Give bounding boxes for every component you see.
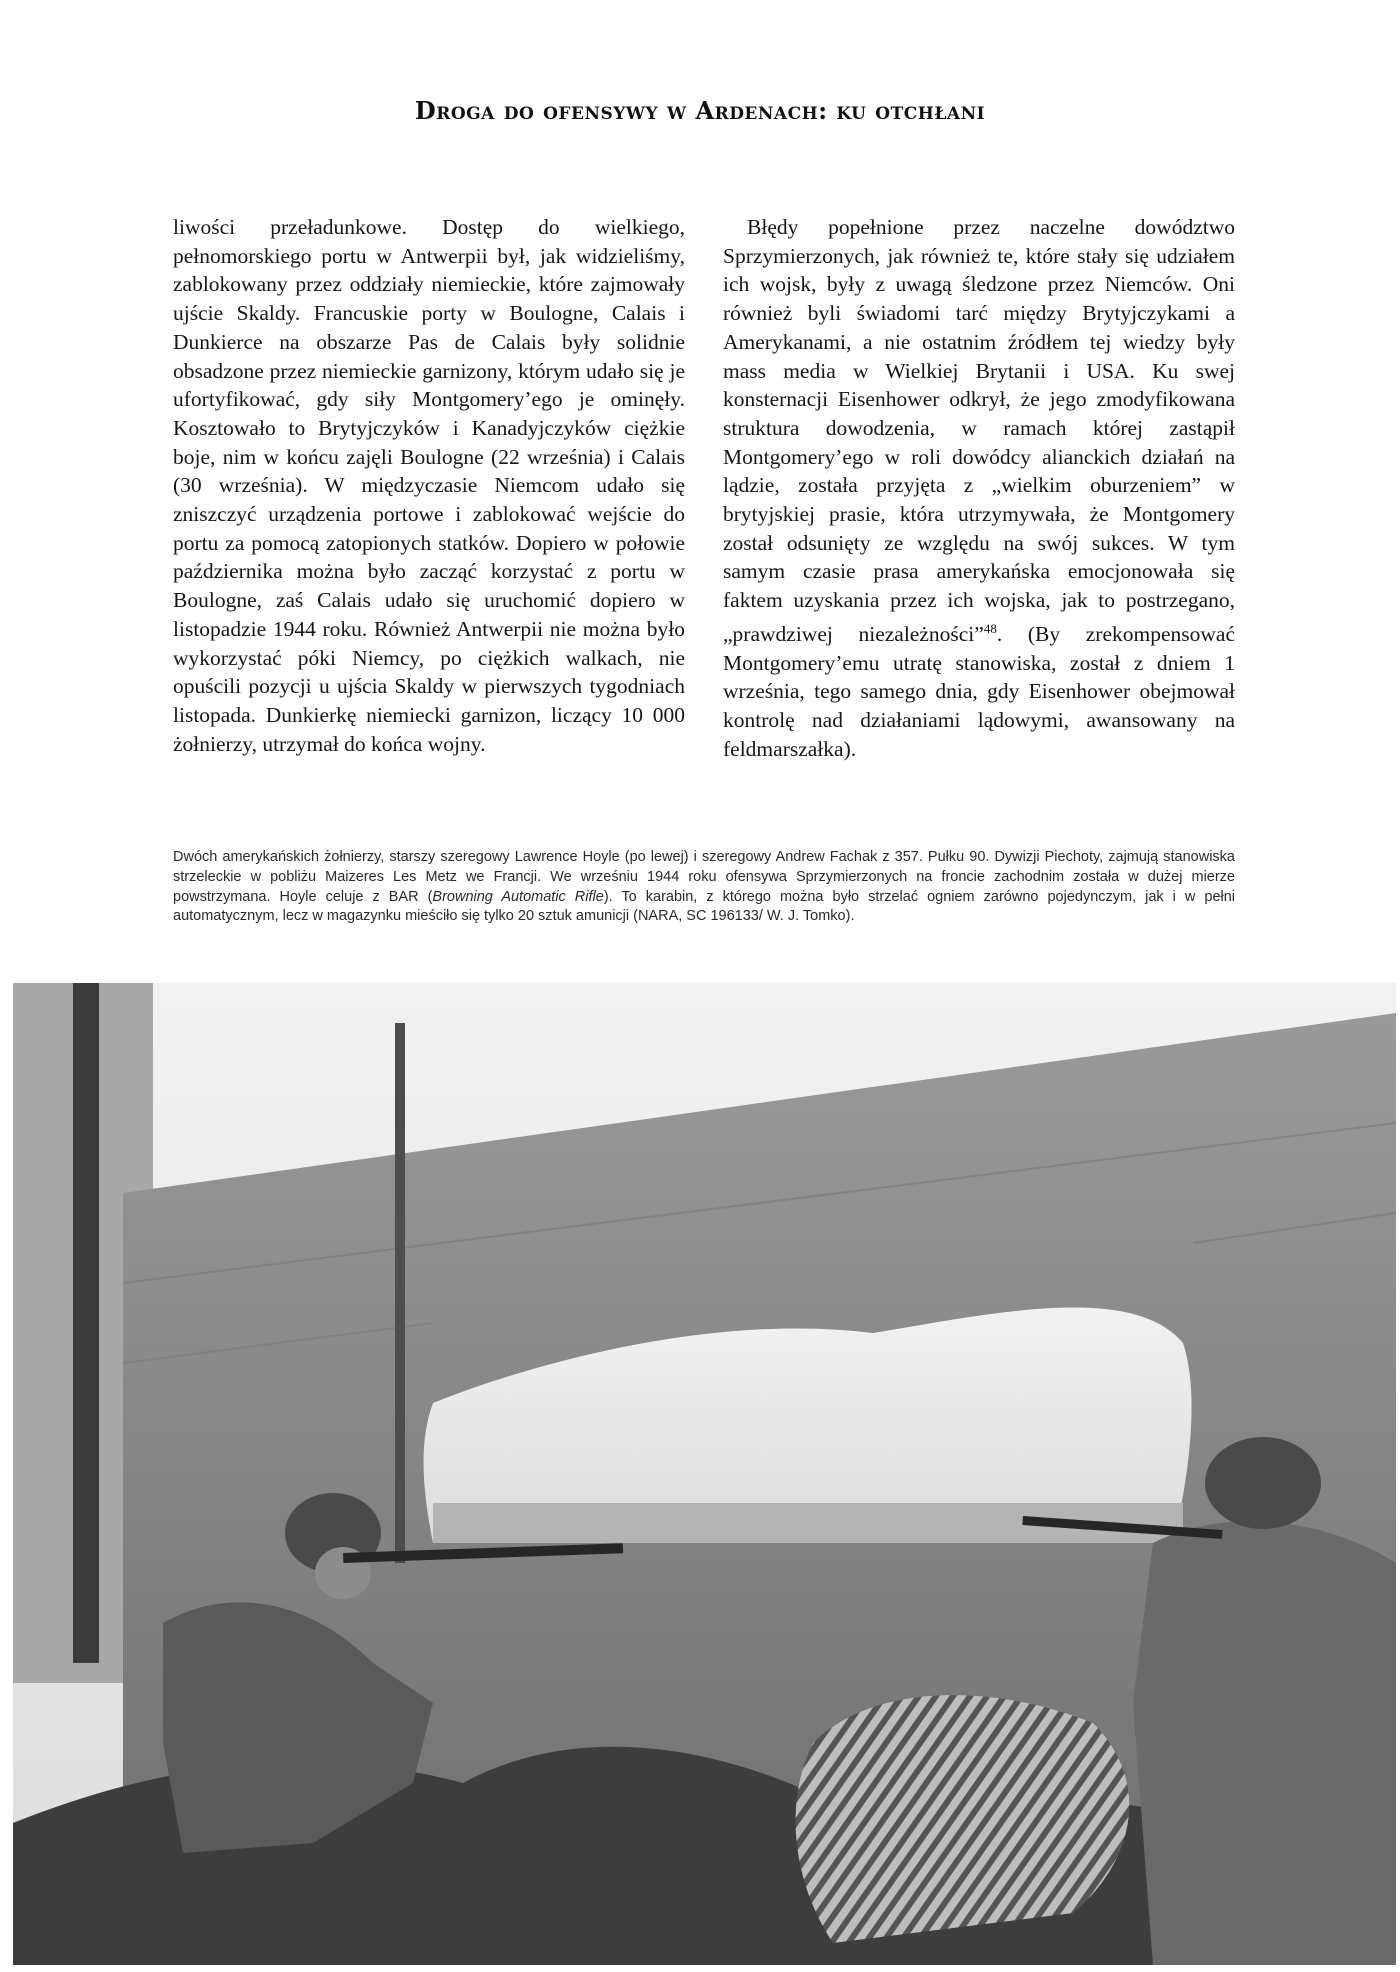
paragraph-right [723, 213, 1235, 764]
caption-text-b: ). To karabin, z którego można było strzelać ogniem zarówno pojedynczym, jak i w pełni automatycznym, lecz w magazynku mieściło się tylko 20 sztuk amunicji (NARA, SC 196133/ W. J. Tomko). [173, 888, 1236, 925]
paragraph-left: liwości przeładunkowe. Dostęp do wielkiego, pełnomorskiego portu w Antwerpii był, jak widzieliśmy, zablokowany przez oddziały niemieckie, które zajmowały ujście Skaldy. Francuskie porty w Boulogne, Calais i Dunkierce na obszarze Pas de Calais były solidnie obsadzone przez niemieckie garnizony, którym udało się je ufortyfikować, gdy siły Montgomery’ego je ominęły. Kosztowało to Brytyjczyków i Kanadyjczyków ciężkie boje, nim w końcu zajęli Boulogne (22 września) i Calais (30 września). W międzyczasie Niemcom udało się zniszczyć urządzenia portowe i zablokować wejście do portu za pomocą zatopionych statków. Dopiero w połowie października można było zacząć korzystać z portu w Boulogne, zaś Calais udało się uruchomić dopiero w listopadzie 1944 roku. Również Antwerpii nie można było wykorzystać póki Niemcy, po ciężkich walkach, nie opuścili pozycji u ujścia Skaldy w pierwszych tygodniach listopada. Dunkierkę niemiecki garnizon, liczący 10 000 żołnierzy, utrzymał do końca wojny. [173, 215, 685, 756]
striped-mattress [796, 1695, 1130, 1943]
caption-italic: Browning Automatic Rifle [432, 888, 604, 905]
war-photograph [13, 983, 1396, 1965]
photo-illustration [13, 983, 1396, 1965]
footnote-reference[interactable]: 48 [983, 620, 997, 636]
text-column-right [723, 213, 1235, 764]
paragraph-right-text-a: Błędy popełnione przez naczelne dowództwo Sprzymierzonych, jak również te, które stały się udziałem ich wojsk, były z uwagą śledzone przez Niemców. Oni również byli świadomi tarć między Brytyjczykami a Amerykanami, a nie ostatnim źródłem tej wiedzy były mass media w Wielkiej Brytanii i USA. Ku swej konsternacji Eisenhower odkrył, że jego zmodyfikowana struktura dowodzenia, w ramach której zastąpił Montgomery’ego w roli dowódcy alianckich działań na lądzie, została przyjęta z „wielkim oburzeniem” w brytyjskiej prasie, która utrzymywała, że Montgomery został odsunięty ze względu na swój sukces. W tym samym czasie prasa amerykańska emocjonowała się faktem uzyskania przez ich wojska, jak to postrzegano, „prawdziwej niezależności” [723, 215, 1235, 646]
text-column-left [173, 213, 685, 758]
photo-caption [173, 848, 1235, 927]
paragraph-right-text-b: . (By zrekompensować Montgomery’emu utratę stanowiska, został z dniem 1 września, tego samego dnia, gdy Eisenhower obejmował kontrolę nad działaniami lądowymi, awansowany na feldmarszałka). [723, 622, 1235, 761]
metal-pole [395, 1023, 405, 1563]
running-header: Droga do ofensywy w Ardenach: ku otchłani [414, 96, 986, 125]
caption-text-a: Dwóch amerykańskich żołnierzy, starszy szeregowy Lawrence Hoyle (po lewej) i szeregowy Andrew Fachak z 357. Pułku 90. Dywizji Piechoty, zajmują stanowiska strzeleckie w pobliżu Maizeres Les Metz we Francji. We wrześniu 1944 roku ofensywa Sprzymierzonych na froncie zachodnim została w dużej mierze powstrzymana. Hoyle celuje z BAR ( [173, 849, 1235, 905]
drainpipe [73, 983, 99, 1663]
